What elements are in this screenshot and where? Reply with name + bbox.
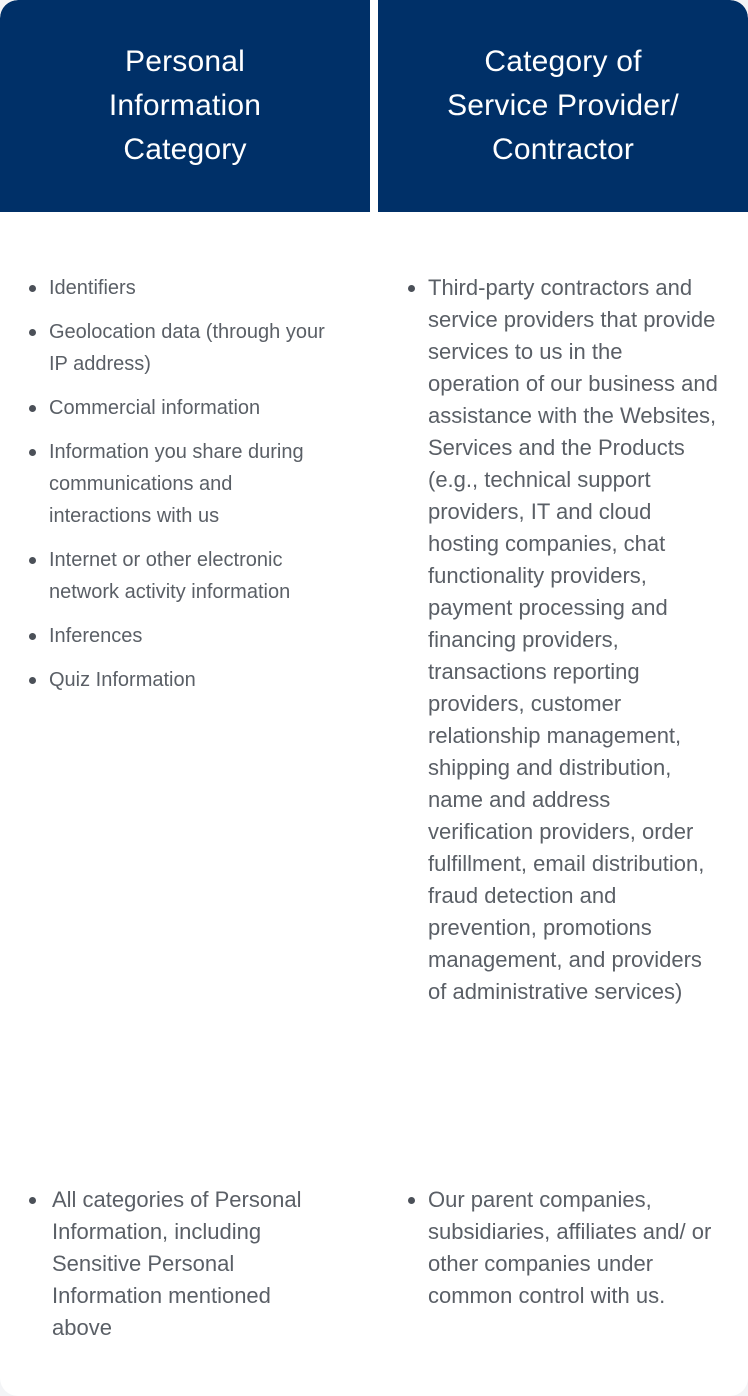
personal-information-list [28, 1184, 328, 1344]
header-service-provider-category [378, 0, 748, 212]
row-1-service-provider-cell [407, 272, 719, 1008]
list-item: Quiz Information [28, 664, 328, 696]
list-item: All categories of Personal Information, including Sensitive Personal Information mentioned above [28, 1184, 328, 1344]
list-item: Geolocation data (through your IP address) [28, 316, 328, 380]
header-personal-information-category [0, 0, 370, 212]
row-1-personal-information-cell [28, 272, 328, 708]
list-item: Identifiers [28, 272, 328, 304]
list-item: Commercial information [28, 392, 328, 424]
row-2-service-provider-cell [407, 1184, 719, 1312]
header-right-title: Category of Service Provider/ Contractor [447, 45, 679, 166]
list-item: Third-party contractors and service providers that provide services to us in the operation of our business and assistance with the Websites, Services and the Products (e.g., technical support providers, IT and cloud hosting companies, chat functionality providers, payment processing and financing providers, transactions reporting providers, customer relationship management, shipping and distribution, name and address verification providers, order fulfillment, email distribution, fraud detection and prevention, promotions management, and providers of administrative services) [407, 272, 719, 1008]
list-item: Information you share during communications and interactions with us [28, 436, 328, 532]
list-item: Our parent companies, subsidiaries, affiliates and/ or other companies under common control with us. [407, 1184, 719, 1312]
service-provider-list [407, 272, 719, 1008]
header-left-title: Personal Information Category [108, 45, 262, 166]
service-provider-list [407, 1184, 719, 1312]
personal-information-list [28, 272, 328, 696]
row-2-personal-information-cell [28, 1184, 328, 1344]
list-item: Internet or other electronic network activity information [28, 544, 328, 608]
list-item: Inferences [28, 620, 328, 652]
